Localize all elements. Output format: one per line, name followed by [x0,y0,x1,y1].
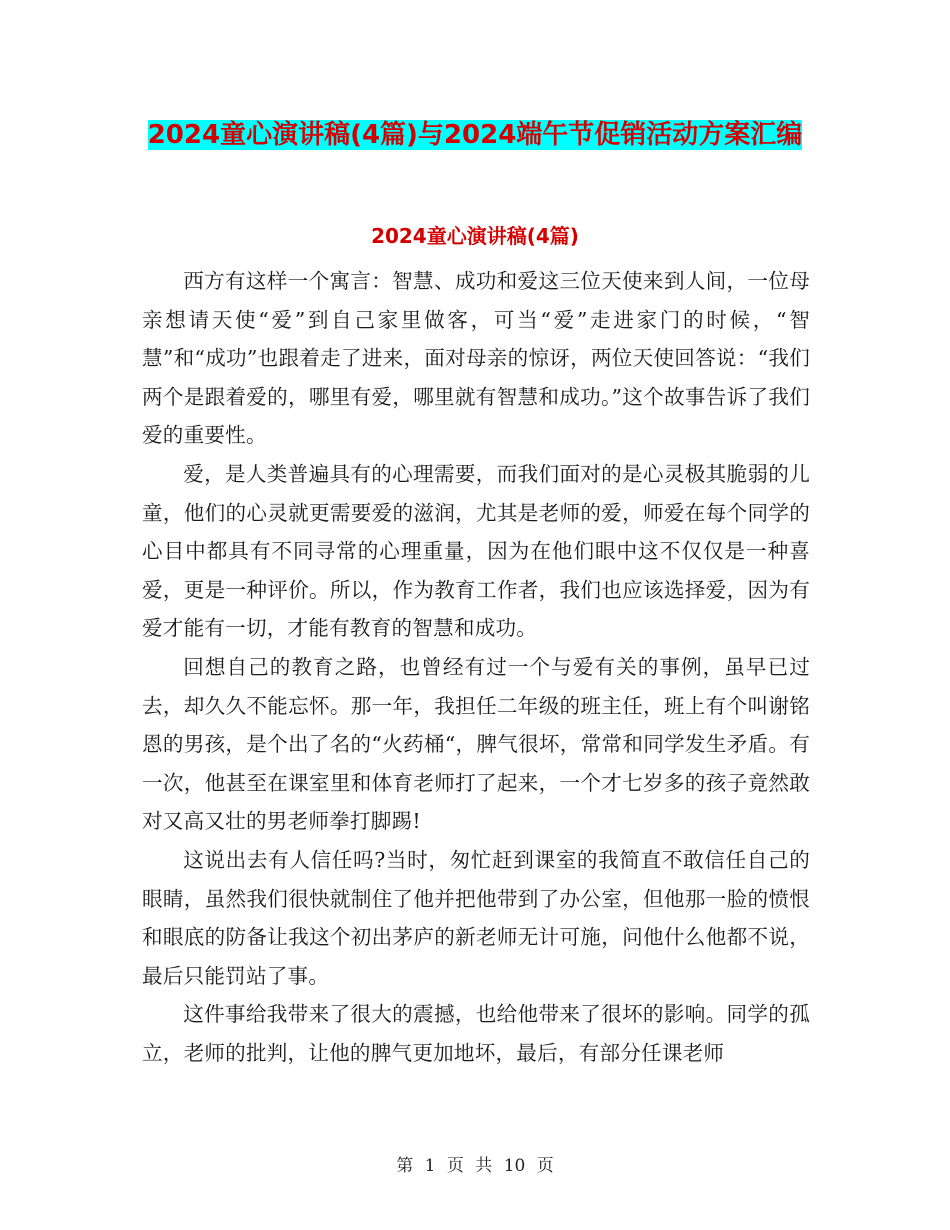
paragraph: 回想自己的教育之路，也曾经有过一个与爱有关的事例，虽早已过去，却久久不能忘怀。那一年，我担任二年级的班主任，班上有个叫谢铭恩的男孩，是个出了名的“火药桶“，脾气很坏，常常和同学发生矛盾。有一次，他甚至在课室里和体育老师打了起来，一个才七岁多的孩子竟然敢对又高又壮的男老师拳打脚踢! [142,654,810,834]
section-title: 2024童心演讲稿(4篇) [371,224,579,248]
document-title [140,110,810,160]
paragraph: 这件事给我带来了很大的震撼，也给他带来了很坏的影响。同学的孤立，老师的批判，让他的脾气更加地坏，最后，有部分任课老师 [142,1002,810,1065]
document-title-text: 2024童心演讲稿(4篇)与2024端午节促销活动方案汇编 [147,120,803,150]
paragraph: 西方有这样一个寓言：智慧、成功和爱这三位天使来到人间，一位母亲想请天使“爱”到自己家里做客，可当“爱”走进家门的时候，“智慧”和“成功”也跟着走了进来，面对母亲的惊讶，两位天使回答说：“我们两个是跟着爱的，哪里有爱，哪里就有智慧和成功。”这个故事告诉了我们爱的重要性。 [142,269,810,448]
page-footer: 第 1 页 共 10 页 [396,1156,554,1176]
paragraph: 这说出去有人信任吗?当时，匆忙赶到课室的我简直不敢信任自己的眼睛，虽然我们很快就制住了他并把他带到了办公室，但他那一脸的愤恨和眼底的防备让我这个初出茅庐的新老师无计可施，问他什么他都不说，最后只能罚站了事。 [142,847,810,988]
body-text [142,262,810,1072]
paragraph: 爱，是人类普遍具有的心理需要，而我们面对的是心灵极其脆弱的儿童，他们的心灵就更需要爱的滋润，尤其是老师的爱，师爱在每个同学的心目中都具有不同寻常的心理重量，因为在他们眼中这不仅仅是一种喜爱，更是一种评价。所以，作为教育工作者，我们也应该选择爱，因为有爱才能有一切，才能有教育的智慧和成功。 [142,461,810,641]
